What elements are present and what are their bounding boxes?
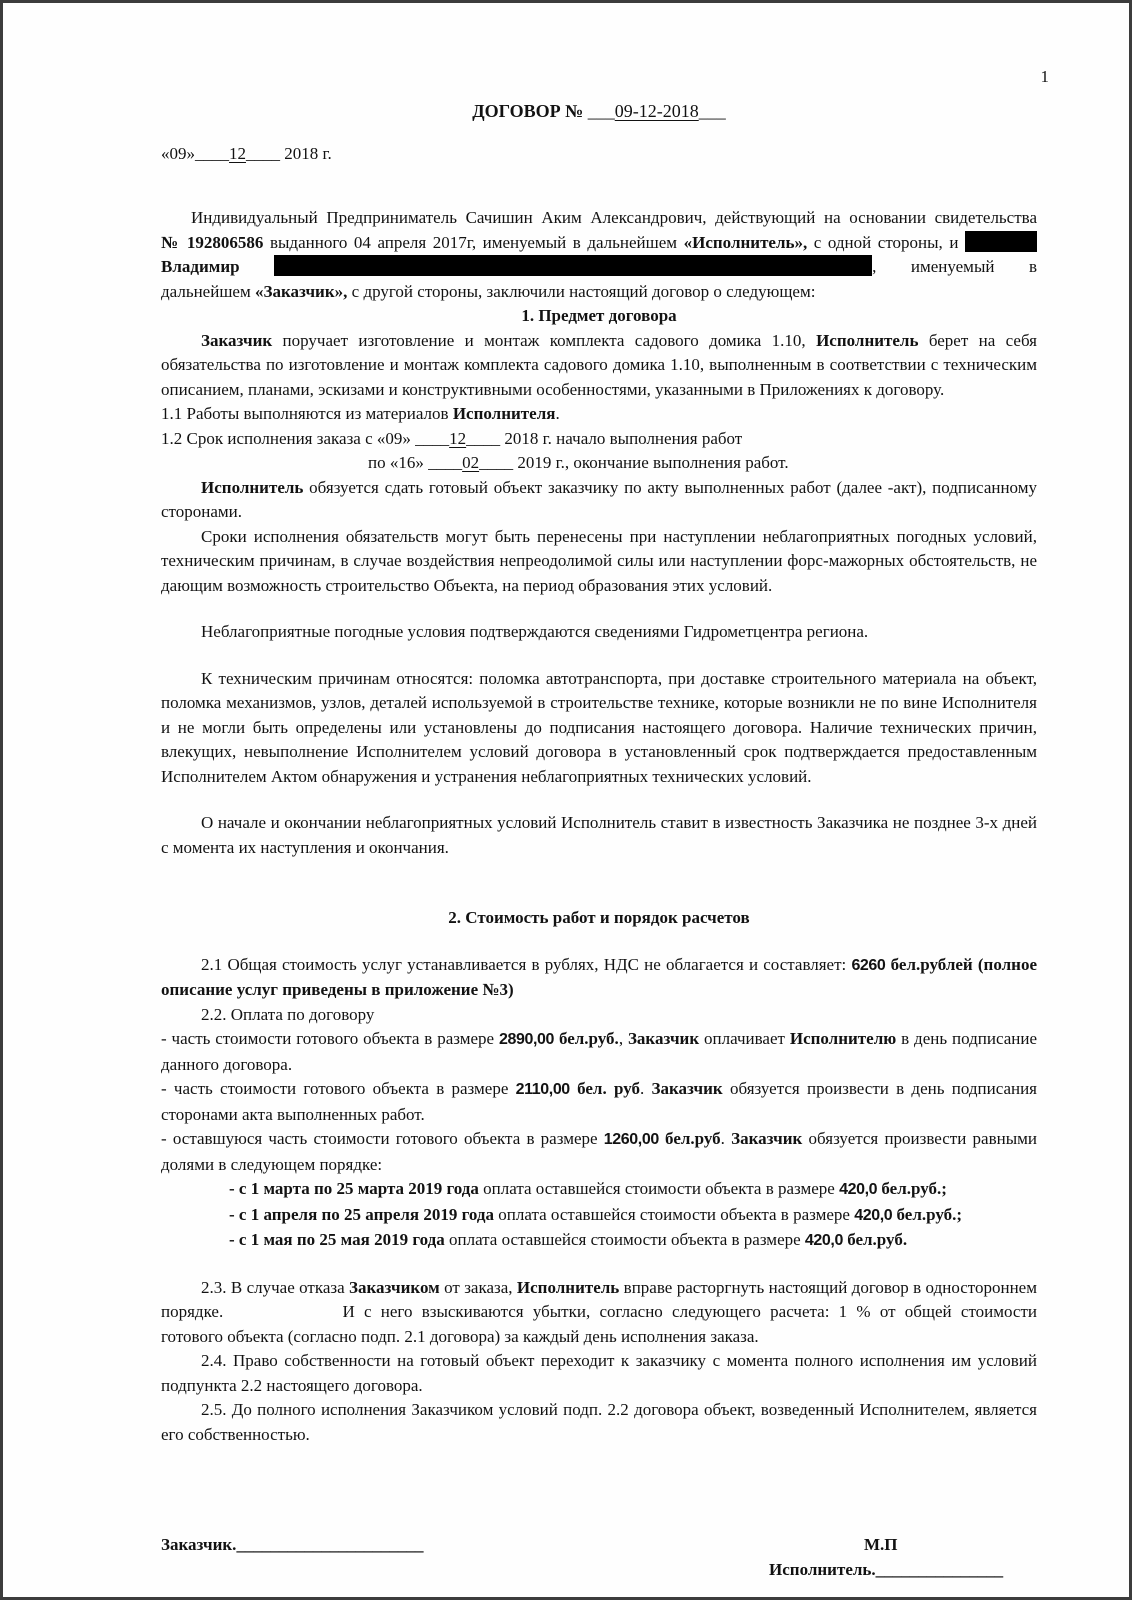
clause-1-1: 1.1 Работы выполняются из материалов Исполнителя.: [161, 404, 560, 423]
payment-term-2: - часть стоимости готового объекта в размере 2110,00 бел. руб. Заказчик обязуется произвести в день подписания сторонами акта выполненных работ.: [161, 1079, 1038, 1124]
redaction-bar: [274, 255, 872, 276]
clause-subject: Заказчик поручает изготовление и монтаж комплекта садового домика 1.10, Исполнитель берет на себя обязательства по изготовление и монтаж комплекта садового домика 1.10, выполненным в соответствии с техническим описанием, планами, эскизами и конструктивными особенностями, указанными в Приложениях к договору.: [161, 330, 1037, 399]
clause-1-2-line-2: по «16» ____02____ 2019 г., окончание выполнения работ.: [368, 453, 789, 472]
contract-content: [3, 3, 1129, 1582]
clause-weather: Неблагоприятные погодные условия подтверждаются сведениями Гидрометцентра региона.: [201, 622, 869, 641]
contract-date-line: «09»____12____ 2018 г.: [161, 143, 332, 163]
section-1-heading: 1. Предмет договора: [521, 306, 677, 325]
preamble: [161, 206, 1037, 304]
clause-notice: О начале и окончании неблагоприятных условий Исполнитель ставит в известность Заказчика не позднее 3-х дней с момента их наступления и окончания.: [161, 813, 1037, 857]
installment-2: - с 1 апреля по 25 апреля 2019 года оплата оставшейся стоимости объекта в размере 420,0 бел.руб.;: [229, 1204, 963, 1224]
payment-term-3: - оставшуюся часть стоимости готового объекта в размере 1260,00 бел.руб. Заказчик обязуется произвести равными долями в следующем порядке:: [161, 1129, 1037, 1174]
clause-delay: Сроки исполнения обязательств могут быть перенесены при наступлении неблагоприятных погодных условий, техническим причинам, в случае воздействия непреодолимой силы или наступлении форс-мажорных обстоятельств, не дающим возможность строительство Объекта, на период образования этих условий.: [161, 526, 1037, 595]
clause-2-3: 2.3. В случае отказа Заказчиком от заказа, Исполнитель вправе расторгнуть настоящий договор в одностороннем порядке. И с него взыскиваются убытки, согласно следующего расчета: 1 % от общей стоимости готового объекта (согласно подп. 2.1 договора) за каждый день исполнения заказа.: [161, 1277, 1037, 1346]
redaction-bar: [965, 231, 1037, 252]
page-number: 1: [1040, 67, 1049, 86]
contractor-signature-line: Исполнитель._______________: [769, 1559, 1004, 1579]
section-2-heading: 2. Стоимость работ и порядок расчетов: [448, 908, 750, 927]
clause-2-4: 2.4. Право собственности на готовый объект переходит к заказчику с момента полного исполнения им условий подпункта 2.2 настоящего договора.: [161, 1351, 1037, 1395]
preamble-line-3: Владимир , именуемый в: [161, 257, 1037, 276]
clause-2-1: 2.1 Общая стоимость услуг устанавливается в рублях, НДС не облагается и составляет: 6260 бел.рублей (полное описание услуг приведены в приложение №3): [161, 954, 1037, 999]
clause-act: Исполнитель обязуется сдать готовый объект заказчику по акту выполненных работ (далее -акт), подписанному сторонами.: [161, 477, 1037, 521]
clause-1-2-line-1: 1.2 Срок исполнения заказа с «09» ____12____ 2018 г. начало выполнения работ: [161, 428, 743, 448]
installment-3: - с 1 мая по 25 мая 2019 года оплата оставшейся стоимости объекта в размере 420,0 бел.руб.: [229, 1230, 908, 1249]
payment-term-1: - часть стоимости готового объекта в размере 2890,00 бел.руб., Заказчик оплачивает Исполнителю в день подписание данного договора.: [161, 1029, 1037, 1074]
clause-technical: К техническим причинам относятся: поломка автотранспорта, при доставке строительного материала на объект, поломка механизмов, узлов, деталей используемой в строительстве технике, которые возникли не по вине Исполнителя и не могли быть определены или установлены до подписания настоящего договора. Наличие технических причин, влекущих, невыполнение Исполнителем условий договора в установленный срок подтверждается предоставленным Исполнителем Актом обнаружения и устранения неблагоприятных технических условий.: [161, 668, 1037, 786]
contract-title: ДОГОВОР № ___09-12-2018___: [472, 101, 726, 121]
signature-block: [161, 1533, 1037, 1582]
contractor-signature-area: [769, 1533, 1037, 1582]
preamble-line-1: Индивидуальный Предприниматель Сачишин Аким Александрович, действующий на основании свидетельства: [191, 208, 1037, 227]
customer-signature-line: Заказчик.______________________: [161, 1535, 424, 1554]
clause-2-2: 2.2. Оплата по договору: [201, 1004, 375, 1024]
clause-2-5: 2.5. До полного исполнения Заказчиком условий подп. 2.2 договора объект, возведенный Исполнителем, является его собственностью.: [161, 1400, 1037, 1444]
stamp-label: М.П: [864, 1535, 898, 1554]
preamble-line-2: № 192806586 выданного 04 апреля 2017г, именуемый в дальнейшем «Исполнитель», с одной стороны, и: [161, 231, 1037, 256]
installment-1: - с 1 марта по 25 марта 2019 года оплата оставшейся стоимости объекта в размере 420,0 бел.руб.;: [229, 1179, 947, 1198]
preamble-line-4: дальнейшем «Заказчик», с другой стороны, заключили настоящий договор о следующем:: [161, 281, 816, 301]
